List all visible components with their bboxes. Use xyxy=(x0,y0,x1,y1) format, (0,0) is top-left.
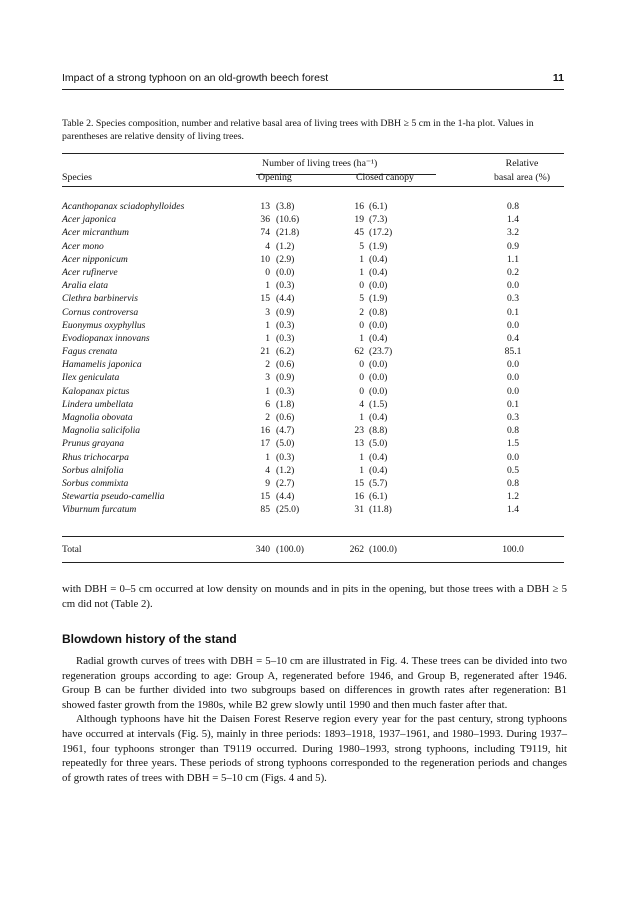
closed-density: (0.4) xyxy=(369,464,388,476)
opening-density: (6.2) xyxy=(276,346,295,358)
opening-count: 1 xyxy=(265,451,270,463)
opening-density: (3.8) xyxy=(276,201,295,212)
relative-header-line1: Relative xyxy=(505,158,539,169)
section-body xyxy=(62,654,567,785)
opening-count: 74 xyxy=(260,227,270,239)
table-row xyxy=(62,319,564,332)
closed-count: 1 xyxy=(359,412,364,423)
closed-density: (1.9) xyxy=(369,293,388,305)
paragraph-2: Although typhoons have hit the Daisen Forest Reserve region every year for the past century, strong typhoons have occurred at intervals (Fig. 5), mainly in three periods: 1893–1918, 1937–1961, and 1980–1993. During 1937–1961, four typhoons stronger than T9119 occurred. During 1980–1993, strong typhoons, including T9119, hit repeatedly for three years. These periods of strong typhoons corresponded to the regeneration periods and changes of growth rates of trees with DBH = 5–10 cm (Figs. 4 and 5). xyxy=(62,713,567,784)
closed-density: (5.0) xyxy=(369,438,388,450)
relative-basal-area: 0.4 xyxy=(507,332,519,344)
opening-density: (0.9) xyxy=(276,372,295,384)
opening-count: 17 xyxy=(260,438,270,450)
species-name: Magnolia salicifolia xyxy=(62,425,141,437)
table-row xyxy=(62,477,564,490)
table-row xyxy=(62,490,564,503)
relative-basal-area: 3.2 xyxy=(507,227,519,239)
species-name: Fagus crenata xyxy=(62,346,118,358)
relative-basal-area: 0.0 xyxy=(507,385,519,397)
relative-header-line2: basal area (%) xyxy=(493,172,551,183)
section-heading: Blowdown history of the stand xyxy=(62,632,237,646)
closed-count: 0 xyxy=(359,372,364,384)
opening-column-header: Opening xyxy=(258,172,292,183)
table-row xyxy=(62,451,564,464)
table-row xyxy=(62,424,564,437)
total-closed-density: (100.0) xyxy=(369,544,397,555)
closed-count: 19 xyxy=(354,214,364,226)
closed-density: (1.5) xyxy=(369,398,388,410)
opening-count: 85 xyxy=(260,504,270,516)
species-name: Evodiopanax innovans xyxy=(62,332,150,344)
closed-count: 0 xyxy=(359,385,364,397)
closed-density: (0.4) xyxy=(369,253,388,265)
relative-basal-area: 0.5 xyxy=(507,464,519,476)
opening-density: (0.3) xyxy=(276,385,295,397)
total-closed-count: 262 xyxy=(349,544,364,555)
table-row xyxy=(62,358,564,371)
relative-basal-area: 1.4 xyxy=(507,504,519,516)
closed-density: (7.3) xyxy=(369,214,388,226)
closed-density: (0.0) xyxy=(369,372,388,384)
closed-density: (1.9) xyxy=(369,240,388,252)
opening-density: (0.3) xyxy=(276,280,295,292)
closed-count: 5 xyxy=(359,293,364,305)
table-row xyxy=(62,306,564,319)
relative-basal-area: 0.0 xyxy=(507,359,519,371)
relative-basal-area: 0.8 xyxy=(507,201,519,212)
species-name: Magnolia obovata xyxy=(62,412,133,423)
closed-count: 0 xyxy=(359,280,364,292)
opening-density: (4.4) xyxy=(276,491,295,503)
table-top-rule xyxy=(62,153,564,154)
closed-density: (11.8) xyxy=(369,504,392,516)
opening-count: 15 xyxy=(260,491,270,503)
relative-basal-area: 1.2 xyxy=(507,491,519,503)
opening-count: 1 xyxy=(265,385,270,397)
opening-count: 4 xyxy=(265,240,270,252)
relative-basal-area: 0.8 xyxy=(507,425,519,437)
species-name: Sorbus alnifolia xyxy=(62,464,124,476)
closed-count: 62 xyxy=(354,346,364,358)
relative-basal-area: 0.1 xyxy=(507,306,519,318)
closed-density: (23.7) xyxy=(369,346,393,358)
closed-density: (6.1) xyxy=(369,491,388,503)
species-name: Acer micranthum xyxy=(62,227,129,239)
species-name: Hamamelis japonica xyxy=(62,359,142,371)
species-name: Viburnum furcatum xyxy=(62,504,137,516)
opening-density: (0.3) xyxy=(276,319,295,331)
opening-count: 10 xyxy=(260,253,270,265)
relative-basal-area: 1.4 xyxy=(507,214,519,226)
closed-count: 0 xyxy=(359,319,364,331)
closed-count: 4 xyxy=(359,398,364,410)
table-row xyxy=(62,332,564,345)
table-total-rule xyxy=(62,536,564,537)
opening-density: (1.8) xyxy=(276,398,295,410)
relative-basal-area: 1.1 xyxy=(507,253,519,265)
opening-count: 2 xyxy=(265,359,270,371)
relative-basal-area: 0.2 xyxy=(507,266,519,278)
closed-count: 5 xyxy=(359,240,364,252)
closed-count: 2 xyxy=(359,306,364,318)
running-head xyxy=(62,68,564,88)
species-name: Acer nipponicum xyxy=(62,253,128,265)
closed-count: 1 xyxy=(359,464,364,476)
species-name: Sorbus commixta xyxy=(62,477,129,489)
relative-basal-area: 0.0 xyxy=(507,319,519,331)
species-name: Kalopanax pictus xyxy=(62,385,130,397)
opening-count: 4 xyxy=(265,464,270,476)
closed-density: (8.8) xyxy=(369,425,388,437)
opening-count: 3 xyxy=(265,372,270,384)
relative-basal-area: 0.9 xyxy=(507,240,519,252)
table-caption: Table 2. Species composition, number and relative basal area of living trees with DBH ≥ 5 cm in the 1-ha plot. Values in parentheses are relative density of living trees. xyxy=(62,118,534,142)
opening-density: (10.6) xyxy=(276,214,300,226)
opening-count: 13 xyxy=(260,201,270,212)
opening-density: (4.4) xyxy=(276,293,295,305)
table-row xyxy=(62,279,564,292)
total-opening-density: (100.0) xyxy=(276,544,304,555)
closed-count: 45 xyxy=(354,227,364,239)
closed-count: 13 xyxy=(354,438,364,450)
opening-count: 21 xyxy=(260,346,270,358)
opening-count: 1 xyxy=(265,280,270,292)
total-opening-count: 340 xyxy=(255,544,270,555)
relative-basal-area: 1.5 xyxy=(507,438,519,450)
table-row xyxy=(62,240,564,253)
species-name: Aralia elata xyxy=(62,280,109,292)
opening-density: (0.0) xyxy=(276,266,295,278)
table-row xyxy=(62,411,564,424)
continuation-text: with DBH = 0–5 cm occurred at low density on mounds and in pits in the opening, but those trees with a DBH ≥ 5 cm did not (Table 2). xyxy=(62,583,567,610)
opening-count: 3 xyxy=(265,306,270,318)
continuation-paragraph xyxy=(62,582,567,611)
closed-density: (0.0) xyxy=(369,319,388,331)
table-row xyxy=(62,503,564,516)
opening-density: (21.8) xyxy=(276,227,300,239)
closed-density: (5.7) xyxy=(369,477,388,489)
opening-count: 0 xyxy=(265,266,270,278)
closed-density: (6.1) xyxy=(369,201,388,212)
opening-count: 16 xyxy=(260,425,270,437)
relative-basal-area: 0.0 xyxy=(507,451,519,463)
table-body xyxy=(62,200,564,517)
opening-count: 36 xyxy=(260,214,270,226)
closed-density: (0.8) xyxy=(369,306,388,318)
relative-basal-area: 0.3 xyxy=(507,293,519,305)
header-rule xyxy=(62,89,564,90)
table-row xyxy=(62,226,564,239)
species-column-header: Species xyxy=(62,172,92,183)
number-of-trees-header: Number of living trees (ha⁻¹) xyxy=(262,158,378,169)
opening-density: (0.3) xyxy=(276,451,295,463)
total-basal-area: 100.0 xyxy=(502,544,524,555)
relative-basal-area: 0.3 xyxy=(507,412,519,423)
closed-count: 31 xyxy=(354,504,364,516)
closed-density: (0.4) xyxy=(369,412,388,423)
page-number: 11 xyxy=(552,72,564,84)
opening-density: (5.0) xyxy=(276,438,295,450)
species-name: Euonymus oxyphyllus xyxy=(62,319,146,331)
relative-basal-area: 0.1 xyxy=(507,398,519,410)
species-name: Lindera umbellata xyxy=(62,398,134,410)
table-bottom-rule xyxy=(62,562,564,563)
relative-basal-area: 85.1 xyxy=(504,346,522,358)
table-row xyxy=(62,200,564,213)
species-name: Cornus controversa xyxy=(62,306,139,318)
table-row xyxy=(62,464,564,477)
table-row xyxy=(62,292,564,305)
table-row xyxy=(62,371,564,384)
closed-density: (0.4) xyxy=(369,451,388,463)
closed-count: 1 xyxy=(359,266,364,278)
opening-density: (2.9) xyxy=(276,253,295,265)
opening-density: (0.6) xyxy=(276,412,295,423)
table-row xyxy=(62,253,564,266)
closed-count: 0 xyxy=(359,359,364,371)
table-row xyxy=(62,398,564,411)
species-name: Ilex geniculata xyxy=(62,372,120,384)
opening-density: (25.0) xyxy=(276,504,300,516)
table-row xyxy=(62,266,564,279)
opening-count: 15 xyxy=(260,293,270,305)
species-name: Acer rufinerve xyxy=(62,266,118,278)
closed-count: 1 xyxy=(359,332,364,344)
opening-density: (1.2) xyxy=(276,464,295,476)
species-name: Stewartia pseudo-camellia xyxy=(62,491,165,503)
opening-count: 1 xyxy=(265,319,270,331)
closed-canopy-column-header: Closed canopy xyxy=(356,172,414,183)
closed-count: 23 xyxy=(354,425,364,437)
closed-count: 16 xyxy=(354,491,364,503)
table-row xyxy=(62,345,564,358)
closed-density: (0.0) xyxy=(369,280,388,292)
opening-count: 1 xyxy=(265,332,270,344)
table-row xyxy=(62,437,564,450)
species-name: Acer japonica xyxy=(62,214,117,226)
opening-density: (1.2) xyxy=(276,240,295,252)
relative-basal-area: 0.0 xyxy=(507,280,519,292)
table-row xyxy=(62,385,564,398)
table-total-row xyxy=(62,543,564,557)
paragraph-1: Radial growth curves of trees with DBH = 5–10 cm are illustrated in Fig. 4. These trees can be divided into two regeneration groups according to age: Group A, regenerated before 1946, and Group B, regenerated after 1946. Group B can be further divided into two subgroups based on differences in growth rates after regeneration: B1 showed faster growth from the 1980s, while B2 grew slowly until 1990 and then much faster after that. xyxy=(62,655,567,711)
closed-count: 15 xyxy=(354,477,364,489)
opening-count: 6 xyxy=(265,398,270,410)
opening-density: (0.9) xyxy=(276,306,295,318)
opening-density: (2.7) xyxy=(276,477,295,489)
table-header-rule xyxy=(62,186,564,187)
opening-density: (4.7) xyxy=(276,425,295,437)
species-name: Clethra barbinervis xyxy=(62,293,138,305)
closed-count: 1 xyxy=(359,451,364,463)
running-head-title: Impact of a strong typhoon on an old-growth beech forest xyxy=(62,72,329,84)
closed-density: (0.0) xyxy=(369,359,388,371)
species-name: Acer mono xyxy=(62,240,104,252)
opening-density: (0.3) xyxy=(276,332,295,344)
species-name: Prunus grayana xyxy=(62,438,125,450)
closed-count: 1 xyxy=(359,253,364,265)
opening-count: 9 xyxy=(265,477,270,489)
closed-density: (0.4) xyxy=(369,332,388,344)
species-name: Acanthopanax sciadophylloides xyxy=(62,201,185,212)
table-row xyxy=(62,213,564,226)
species-name: Rhus trichocarpa xyxy=(62,451,129,463)
closed-density: (0.4) xyxy=(369,266,388,278)
total-label: Total xyxy=(62,544,82,555)
opening-count: 2 xyxy=(265,412,270,423)
closed-density: (0.0) xyxy=(369,385,388,397)
opening-density: (0.6) xyxy=(276,359,295,371)
closed-density: (17.2) xyxy=(369,227,393,239)
closed-count: 16 xyxy=(354,201,364,212)
relative-basal-area: 0.8 xyxy=(507,477,519,489)
relative-basal-area: 0.0 xyxy=(507,372,519,384)
